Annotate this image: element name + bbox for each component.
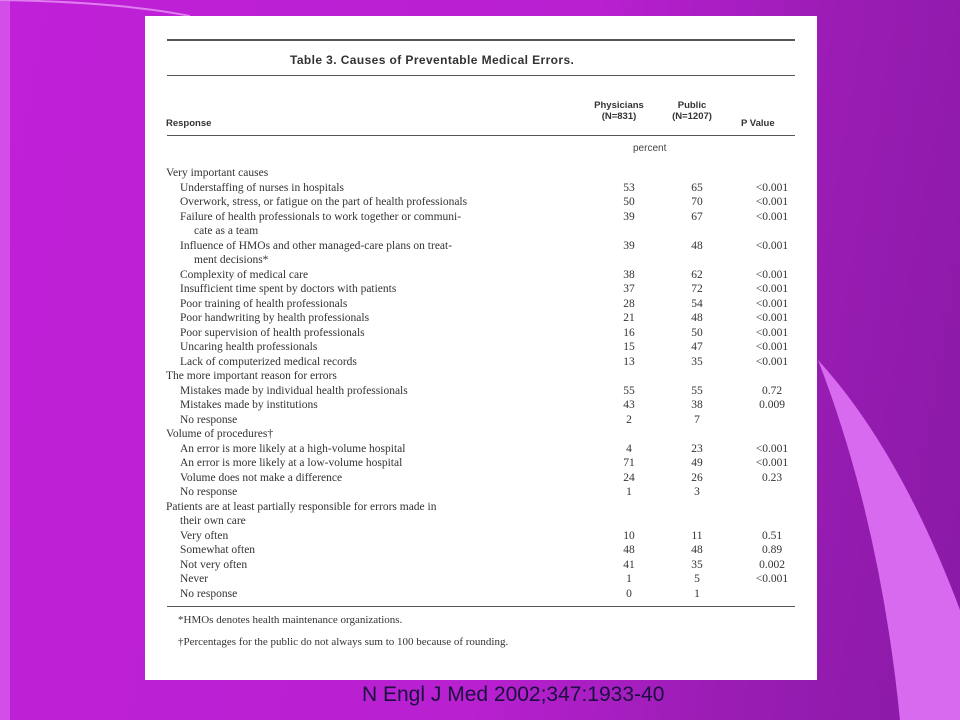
- row-label: [180, 282, 396, 297]
- row-label: [180, 210, 461, 239]
- p-value: 0.23: [761, 471, 783, 484]
- footnote-hmo: *HMOs denotes health maintenance organizations.: [178, 614, 403, 626]
- table-row: [166, 587, 806, 602]
- row-label-line1: An error is more likely at a high-volume hospital: [180, 442, 406, 455]
- p-value: <0.001: [755, 457, 789, 469]
- table-row: [166, 384, 806, 399]
- physicians-value: 71: [623, 457, 635, 469]
- row-label: [180, 485, 237, 500]
- p-value: <0.001: [755, 442, 789, 455]
- row-label: [166, 500, 436, 529]
- row-label: [180, 384, 408, 399]
- table-row: [166, 471, 806, 486]
- p-value: <0.001: [755, 239, 789, 252]
- physicians-value: 1: [626, 573, 632, 585]
- public-value: 35: [691, 558, 703, 571]
- header-physicians-n: (N=831): [601, 111, 637, 122]
- footnote-rounding: †Percentages for the public do not always sum to 100 because of rounding.: [178, 636, 509, 648]
- physicians-value: 1: [626, 486, 632, 498]
- physicians-value: 24: [623, 471, 635, 484]
- public-value: 54: [691, 297, 703, 310]
- table-row: [166, 558, 806, 573]
- p-value: <0.001: [755, 196, 789, 208]
- row-label: [180, 297, 347, 312]
- row-label-line1: Very important causes: [166, 167, 269, 179]
- table-row: [166, 543, 806, 558]
- table-row: [166, 572, 806, 587]
- table-title: Table 3. Causes of Preventable Medical Errors.: [290, 53, 575, 67]
- row-label: [166, 427, 273, 442]
- public-value: 7: [694, 413, 700, 426]
- row-label: [180, 181, 344, 196]
- header-public-label: Public: [677, 100, 707, 111]
- table-row: [166, 297, 806, 312]
- physicians-value: 55: [623, 384, 635, 397]
- table-row: [166, 282, 806, 297]
- row-label-line1: Understaffing of nurses in hospitals: [180, 181, 344, 194]
- physicians-value: 4: [626, 442, 632, 455]
- row-label-line1: Complexity of medical care: [180, 268, 309, 281]
- row-label-line1: Uncaring health professionals: [180, 341, 318, 353]
- row-label-line1: Mistakes made by institutions: [180, 399, 318, 411]
- public-value: 65: [691, 181, 703, 194]
- row-label-line1: No response: [180, 413, 238, 426]
- physicians-value: 28: [623, 297, 635, 310]
- row-label-line1: An error is more likely at a low-volume hospital: [180, 457, 403, 469]
- row-label: [180, 311, 369, 326]
- p-value: 0.89: [761, 544, 783, 556]
- row-label: [180, 326, 365, 341]
- row-label-line1: Influence of HMOs and other managed-care plans on treat-: [180, 239, 453, 252]
- physicians-value: 38: [623, 268, 635, 281]
- p-value: <0.001: [755, 355, 789, 368]
- table-row: [166, 456, 806, 471]
- p-value: <0.001: [755, 297, 789, 310]
- p-value: <0.001: [755, 283, 789, 295]
- physicians-value: 48: [623, 544, 635, 556]
- header-response: Response: [166, 118, 212, 129]
- p-value: <0.001: [755, 573, 789, 585]
- header-physicians: [583, 100, 655, 122]
- physicians-value: 37: [623, 283, 635, 295]
- p-value: <0.001: [755, 341, 789, 353]
- p-value: 0.002: [759, 558, 785, 571]
- physicians-value: 39: [623, 239, 635, 252]
- p-value: <0.001: [755, 181, 789, 194]
- public-value: 49: [691, 457, 703, 469]
- row-label-line1: Somewhat often: [180, 544, 256, 556]
- row-label: [166, 166, 268, 181]
- row-label-line1: No response: [180, 587, 238, 600]
- public-value: 1: [694, 587, 700, 600]
- table-row: [166, 181, 806, 196]
- public-value: 62: [691, 268, 703, 281]
- row-label-line1: Not very often: [180, 558, 248, 571]
- row-label-line1: Volume does not make a difference: [180, 471, 343, 484]
- p-value: 0.009: [759, 399, 785, 411]
- row-label: [180, 442, 405, 457]
- physicians-value: 39: [623, 210, 635, 223]
- row-label-line1: Lack of computerized medical records: [180, 355, 357, 368]
- table-section-row: [166, 500, 806, 529]
- row-label: [180, 543, 255, 558]
- row-label: [180, 456, 402, 471]
- physicians-value: 41: [623, 558, 635, 571]
- table-document: [145, 16, 817, 680]
- header-public: [656, 100, 728, 122]
- public-value: 48: [691, 239, 703, 252]
- table-section-row: [166, 369, 806, 384]
- table-row: [166, 398, 806, 413]
- table-body: [166, 166, 806, 601]
- row-label: [180, 413, 237, 428]
- p-value: 0.51: [761, 529, 783, 542]
- header-p-value: P Value: [741, 118, 775, 129]
- row-label-line1: Never: [180, 573, 209, 585]
- table-row: [166, 442, 806, 457]
- public-value: 3: [694, 486, 700, 498]
- physicians-value: 10: [623, 529, 635, 542]
- row-label: [180, 355, 357, 370]
- row-label-line2: cate as a team: [194, 225, 259, 237]
- table-row: [166, 239, 806, 268]
- public-value: 50: [691, 326, 703, 339]
- header-physicians-label: Physicians: [594, 100, 644, 111]
- row-label-line1: Poor training of health professionals: [180, 297, 348, 310]
- physicians-value: 50: [623, 196, 635, 208]
- public-value: 26: [691, 471, 703, 484]
- row-label: [180, 398, 318, 413]
- physicians-value: 2: [626, 413, 632, 426]
- citation: N Engl J Med 2002;347:1933-40: [362, 683, 665, 706]
- row-label: [180, 572, 208, 587]
- row-label-line1: Overwork, stress, or fatigue on the part of health professionals: [180, 196, 468, 208]
- row-label-line2: ment decisions*: [194, 254, 269, 266]
- row-label-line1: Insufficient time spent by doctors with patients: [180, 283, 397, 295]
- row-label: [180, 340, 317, 355]
- top-rule: [167, 39, 795, 41]
- physicians-value: 16: [623, 326, 635, 339]
- row-label-line2: their own care: [180, 515, 246, 527]
- row-label: [180, 239, 452, 268]
- table-row: [166, 529, 806, 544]
- table-row: [166, 485, 806, 500]
- row-label: [180, 587, 237, 602]
- table-row: [166, 195, 806, 210]
- public-value: 5: [694, 573, 700, 585]
- public-value: 48: [691, 544, 703, 556]
- unit-label: percent: [633, 143, 667, 154]
- public-value: 35: [691, 355, 703, 368]
- public-value: 67: [691, 210, 703, 223]
- p-value: <0.001: [755, 210, 789, 223]
- public-value: 48: [691, 312, 703, 324]
- title-rule: [167, 75, 795, 76]
- p-value: 0.72: [761, 384, 783, 397]
- public-value: 23: [691, 442, 703, 455]
- table-row: [166, 210, 806, 239]
- physicians-value: 0: [626, 587, 632, 600]
- public-value: 38: [691, 399, 703, 411]
- row-label-line1: Patients are at least partially responsible for errors made in: [166, 500, 437, 513]
- bottom-rule: [167, 606, 795, 607]
- p-value: <0.001: [755, 268, 789, 281]
- row-label-line1: Poor supervision of health professionals: [180, 326, 365, 339]
- row-label-line1: Volume of procedures†: [166, 428, 274, 440]
- table-row: [166, 326, 806, 341]
- public-value: 55: [691, 384, 703, 397]
- physicians-value: 21: [623, 312, 635, 324]
- table-row: [166, 268, 806, 283]
- row-label-line1: Mistakes made by individual health professionals: [180, 384, 408, 397]
- row-label: [180, 268, 308, 283]
- row-label: [180, 558, 247, 573]
- row-label-line1: Very often: [180, 529, 229, 542]
- row-label: [180, 471, 342, 486]
- table-row: [166, 355, 806, 370]
- p-value: <0.001: [755, 326, 789, 339]
- header-public-n: (N=1207): [672, 111, 712, 122]
- p-value: <0.001: [755, 312, 789, 324]
- table-row: [166, 340, 806, 355]
- table-row: [166, 311, 806, 326]
- row-label-line1: Failure of health professionals to work together or communi-: [180, 210, 462, 223]
- row-label: [166, 369, 337, 384]
- table-section-row: [166, 166, 806, 181]
- physicians-value: 53: [623, 181, 635, 194]
- row-label-line1: The more important reason for errors: [166, 370, 337, 382]
- header-rule: [167, 135, 795, 136]
- row-label-line1: No response: [180, 486, 238, 498]
- public-value: 11: [691, 529, 703, 542]
- table-row: [166, 413, 806, 428]
- public-value: 70: [691, 196, 703, 208]
- physicians-value: 43: [623, 399, 635, 411]
- public-value: 72: [691, 283, 703, 295]
- public-value: 47: [691, 341, 703, 353]
- row-label: [180, 195, 467, 210]
- physicians-value: 13: [623, 355, 635, 368]
- row-label-line1: Poor handwriting by health professionals: [180, 312, 370, 324]
- table-section-row: [166, 427, 806, 442]
- row-label: [180, 529, 228, 544]
- physicians-value: 15: [623, 341, 635, 353]
